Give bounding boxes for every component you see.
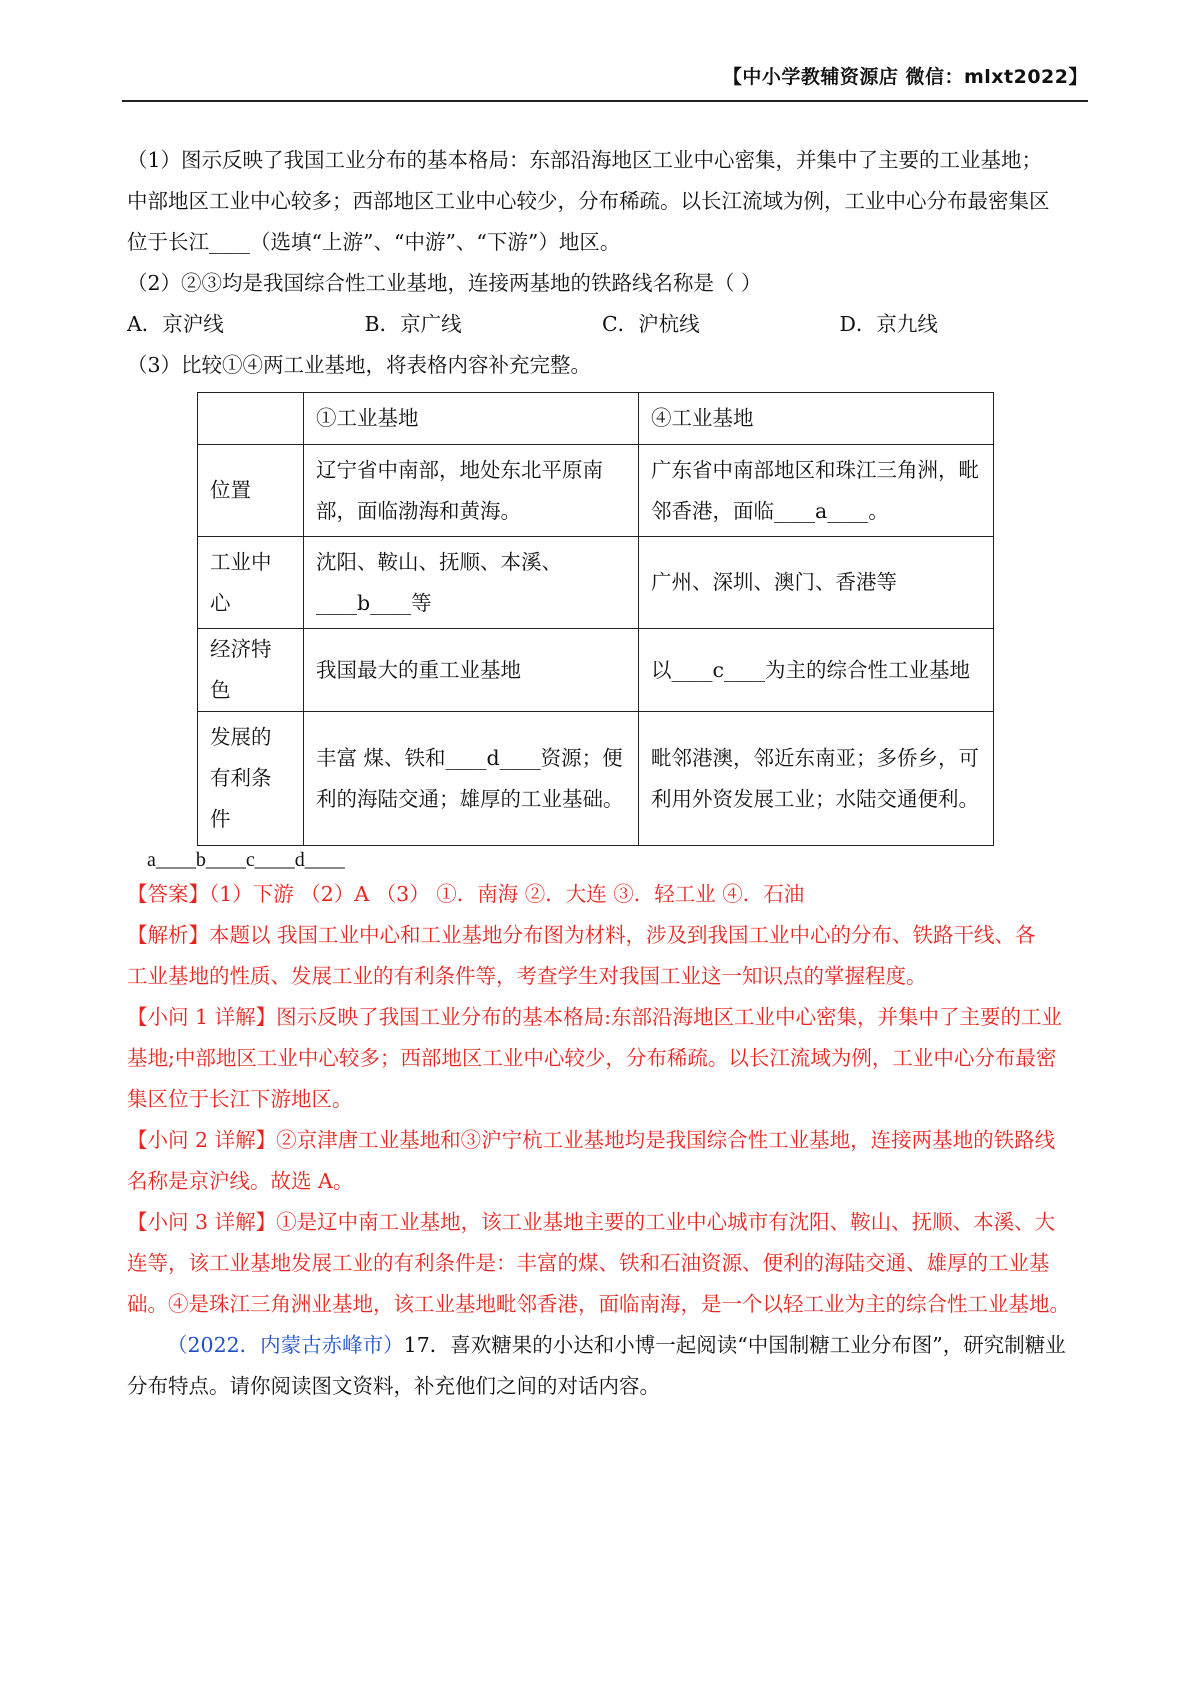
q1-line-1: （1）图示反映了我国工业分布的基本格局：东部沿海地区工业中心密集，并集中了主要的工业基地； [127,148,1043,172]
option-d: D．京九线 [839,312,938,336]
table-cell: 沈阳、鞍山、抚顺、本溪、____b____等 [304,537,639,629]
detail-1-line-2: 基地;中部地区工业中心较多；西部地区工业中心较少，分布稀疏。以长江流域为例，工业中心分布最密 [127,1046,1057,1070]
answer-blanks: a____b____c____d____ [147,849,345,871]
detail-3-line-2: 连等，该工业基地发展工业的有利条件是：丰富的煤、铁和石油资源、便利的海陆交通、雄厚的工业基 [127,1251,1050,1275]
analysis-line-2: 工业基地的性质、发展工业的有利条件等，考查学生对我国工业这一知识点的掌握程度。 [127,964,927,988]
answer-section [127,874,1077,1325]
detail-2-line-1: 【小问 2 详解】②京津唐工业基地和③沪宁杭工业基地均是我国综合性工业基地，连接两基地的铁路线 [127,1128,1056,1152]
q17-text: 17．喜欢糖果的小达和小博一起阅读“中国制糖工业分布图”，研究制糖业 [403,1333,1066,1357]
table-header-cell: ①工业基地 [304,393,639,445]
table-cell: 广州、深圳、澳门、香港等 [639,537,994,629]
option-c: C．沪杭线 [602,312,700,336]
q2-options [127,304,1077,345]
row-label: 经济特色 [198,629,304,712]
row-label: 发展的有利条件 [198,712,304,846]
detail-1-line-3: 集区位于长江下游地区。 [127,1087,353,1111]
table-cell: 毗邻港澳，邻近东南亚；多侨乡，可利用外资发展工业；水陆交通便利。 [639,712,994,846]
document-body [127,140,1077,1407]
table-cell: 辽宁省中南部，地处东北平原南部，面临渤海和黄海。 [304,445,639,537]
q2-stem: （2）②③均是我国综合性工业基地，连接两基地的铁路线名称是（ ） [127,271,762,295]
row-label: 位置 [198,445,304,537]
header-rule [122,100,1088,102]
table-header-row [198,393,994,445]
detail-3-line-1: 【小问 3 详解】①是辽中南工业基地，该工业基地主要的工业中心城市有沈阳、鞍山、抚顺、本溪、大 [127,1210,1056,1234]
analysis-line-1: 【解析】本题以 我国工业中心和工业基地分布图为材料，涉及到我国工业中心的分布、铁路干线、各 [127,923,1036,947]
table-row [198,712,994,846]
row-label: 工业中心 [198,537,304,629]
option-b: B．京广线 [364,312,462,336]
table-cell: 以____c____为主的综合性工业基地 [639,629,994,712]
q17-source: （2022．内蒙古赤峰市） [167,1333,404,1357]
option-a: A．京沪线 [127,312,224,336]
table-row [198,629,994,712]
table-header-cell [198,393,304,445]
detail-2-line-2: 名称是京沪线。故选 A。 [127,1169,354,1193]
table-cell: 广东省中南部地区和珠江三角洲，毗邻香港，面临____a____。 [639,445,994,537]
comparison-table [197,392,994,846]
q3-stem: （3）比较①④两工业基地，将表格内容补充完整。 [127,353,592,377]
page-header: 【中小学教辅资源店 微信：mlxt2022】 [722,66,1088,88]
table-cell: 丰富 煤、铁和____d____资源；便利的海陆交通；雄厚的工业基础。 [304,712,639,846]
table-row [198,445,994,537]
q1-line-3: 位于长江____（选填“上游”、“中游”、“下游”）地区。 [127,230,621,254]
q1-line-2: 中部地区工业中心较多；西部地区工业中心较少，分布稀疏。以长江流域为例，工业中心分布最密集区 [127,189,1050,213]
table-row [198,537,994,629]
q17-line-1 [127,1325,1077,1366]
q17-line-2: 分布特点。请你阅读图文资料，补充他们之间的对话内容。 [127,1374,660,1398]
table-cell: 我国最大的重工业基地 [304,629,639,712]
answer-line: 【答案】（1）下游 （2）A （3） ①．南海 ②．大连 ③．轻工业 ④．石油 [127,882,805,906]
detail-3-line-3: 础。④是珠江三角洲业基地，该工业基地毗邻香港，面临南海，是一个以轻工业为主的综合性工业基地。 [127,1292,1070,1316]
detail-1-line-1: 【小问 1 详解】图示反映了我国工业分布的基本格局:东部沿海地区工业中心密集，并集中了主要的工业 [127,1005,1062,1029]
table-header-cell: ④工业基地 [639,393,994,445]
